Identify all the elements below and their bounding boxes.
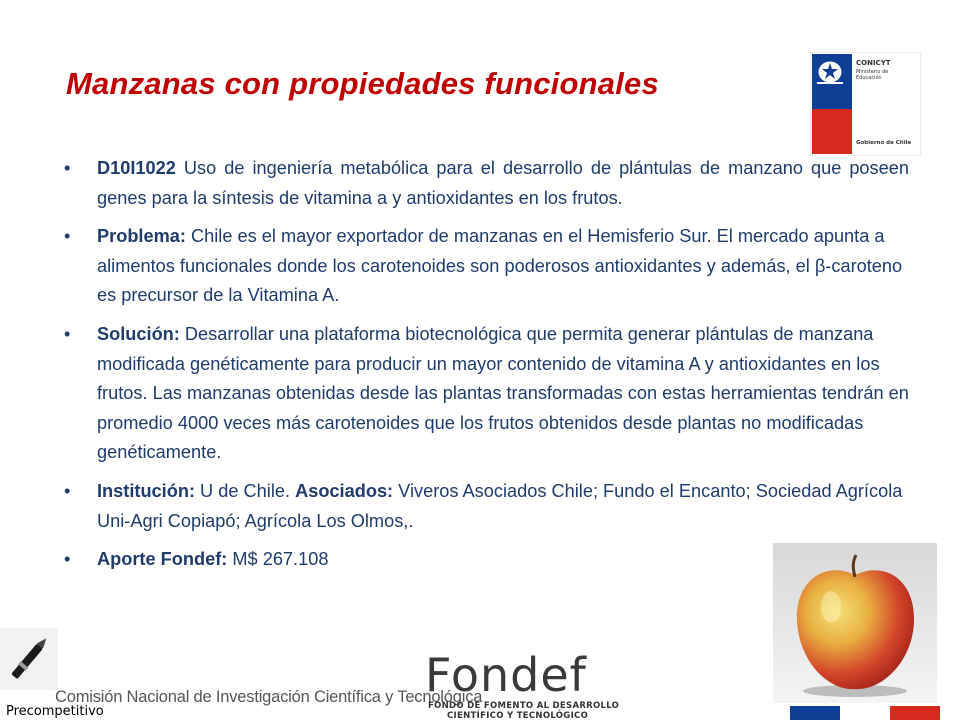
problema-text: Chile es el mayor exportador de manzanas en el Hemisferio Sur. El mercado apunta a alimentos funcionales donde los carotenoides son poderosos antioxidantes y además, el β-caroteno es precursor de la Vitamina A. — [97, 226, 903, 306]
gobierno-de-chile-label: Gobierno de Chile — [856, 140, 912, 146]
asociados-text: Viveros Asociados Chile; Fundo el Encanto; Sociedad Agrícola Uni-Agri Copiapó; Agrícola Los Olmos,. — [97, 480, 903, 531]
institucion-label: Institución: — [97, 480, 195, 501]
solucion-label: Solución: — [97, 323, 180, 344]
bullet-icon: • — [64, 323, 71, 344]
comision-nacional-label: Comisión Nacional de Investigación Científica y Tecnológica — [55, 688, 483, 706]
slide-title: Manzanas con propiedades funcionales — [66, 66, 659, 101]
solucion-text: Desarrollar una plataforma biotecnológica que permita generar plántulas de manzana modificada genéticamente para producir un mayor contenido de vitamina A y antioxidantes en los frutos. Las manzanas obtenidas desde las plantas transformadas con estas herramientas tendrán en promedio 4000 veces más carotenoides que los frutos obtenidos desde plantas no modificadas genéticamente. — [97, 323, 909, 463]
conicyt-line1: Ministerio de — [856, 69, 889, 75]
bullet-institucion — [64, 477, 909, 536]
institucion-text: U de Chile. — [195, 480, 296, 501]
bullet-icon: • — [64, 158, 71, 178]
precompetitivo-label: Precompetitivo — [6, 704, 104, 719]
aporte-label: Aporte Fondef: — [97, 549, 228, 570]
problema-label: Problema: — [97, 226, 186, 247]
bullet-list — [64, 154, 909, 584]
bullet-project-code — [64, 154, 909, 213]
bullet-icon: • — [64, 549, 71, 570]
flag-strip — [790, 706, 940, 720]
pen-icon — [0, 628, 58, 690]
conicyt-name: CONICYT — [856, 59, 891, 67]
flag-red-block — [812, 109, 852, 154]
asociados-label: Asociados: — [295, 480, 394, 501]
bullet-icon: • — [64, 480, 71, 501]
project-description: Uso de ingeniería metabólica para el desarrollo de plántulas de manzano que poseen genes para la síntesis de vitamina a y antioxidantes en los frutos. — [97, 158, 909, 208]
fondef-subtitle-line1: FONDO DE FOMENTO AL DESARROLLO — [428, 701, 620, 711]
fondef-subtitle-line2: CIENTÍFICO Y TECNOLÓGICO — [447, 711, 589, 720]
apple-image — [773, 543, 937, 703]
bullet-problema — [64, 222, 909, 311]
conicyt-logo — [810, 52, 921, 156]
fondef-logo: Fondef — [425, 648, 587, 702]
bullet-solucion — [64, 320, 909, 468]
bullet-icon: • — [64, 226, 71, 247]
project-code-label: D10I1022 — [97, 158, 176, 178]
aporte-value: M$ 267.108 — [227, 549, 329, 570]
conicyt-line2: Educación — [856, 75, 882, 81]
